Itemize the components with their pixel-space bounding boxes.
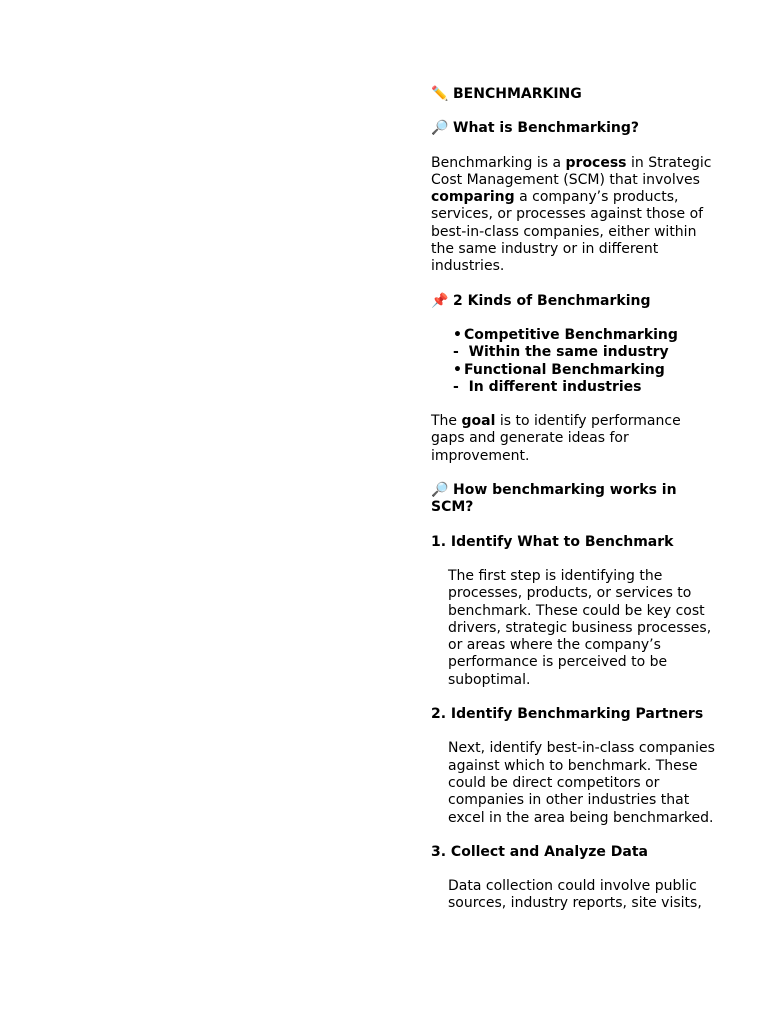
definition-text-2: in Strategic Cost Management (SCM) that involves: [431, 154, 712, 188]
goal-text-1: The: [431, 413, 462, 430]
step-heading: 2. Identify Benchmarking Partners: [431, 706, 704, 723]
list-subitem: [431, 344, 716, 361]
how-heading: [431, 482, 716, 517]
kinds-heading-text: 2 Kinds of Benchmarking: [453, 292, 651, 309]
step-body-line: Data collection could involve public: [448, 878, 697, 895]
step-heading: 3. Collect and Analyze Data: [431, 843, 648, 860]
kind-detail: Within the same industry: [468, 344, 669, 361]
kind-name: Competitive Benchmarking: [464, 326, 678, 343]
kinds-list: [431, 327, 716, 396]
goal-paragraph: [431, 413, 716, 465]
dash: -: [453, 378, 459, 395]
kind-name: Functional Benchmarking: [464, 361, 665, 378]
page-title: [431, 86, 716, 103]
definition-text-3: a company’s products, services, or processes against those of best-in-class companies, either within the same industry or in different industries.: [431, 189, 704, 275]
step-body: The first step is identifying the processes, products, or services to benchmark. These could be key cost drivers, strategic business processes, or areas where the company’s performance is perceived to be suboptimal.: [448, 567, 712, 688]
kind-detail: In different industries: [468, 378, 642, 395]
goal-text-2: is to identify performance gaps and generate ideas for improvement.: [431, 413, 681, 464]
how-heading-text: How benchmarking works in SCM?: [431, 482, 677, 516]
magnifier-icon: 🔎: [431, 120, 449, 137]
definition-paragraph: [431, 155, 716, 276]
what-is-heading-text: What is Benchmarking?: [453, 120, 639, 137]
list-item: [431, 327, 716, 344]
step-heading: 1. Identify What to Benchmark: [431, 533, 674, 550]
magnifier-icon: 🔎: [431, 482, 449, 499]
what-is-heading: [431, 120, 716, 137]
list-subitem: [431, 379, 716, 396]
bullet: •: [453, 361, 462, 378]
list-item: [431, 362, 716, 379]
pushpin-icon: 📌: [431, 292, 449, 309]
step-body: [431, 878, 716, 913]
kinds-heading: [431, 293, 716, 310]
definition-bold-process: process: [565, 154, 627, 171]
dash: -: [453, 344, 459, 361]
page-title-text: BENCHMARKING: [453, 86, 582, 102]
step-body: Next, identify best-in-class companies against which to benchmark. These could be direct competitors or companies in other industries that excel in the area being benchmarked.: [448, 740, 715, 826]
definition-bold-comparing: comparing: [431, 189, 515, 206]
step-body-line: sources, industry reports, site visits,: [448, 895, 702, 912]
goal-bold: goal: [461, 413, 496, 430]
bullet: •: [453, 326, 462, 343]
pencil-icon: ✏️: [431, 86, 449, 102]
definition-text-1: Benchmarking is a: [431, 154, 566, 171]
document-column: [431, 86, 716, 930]
